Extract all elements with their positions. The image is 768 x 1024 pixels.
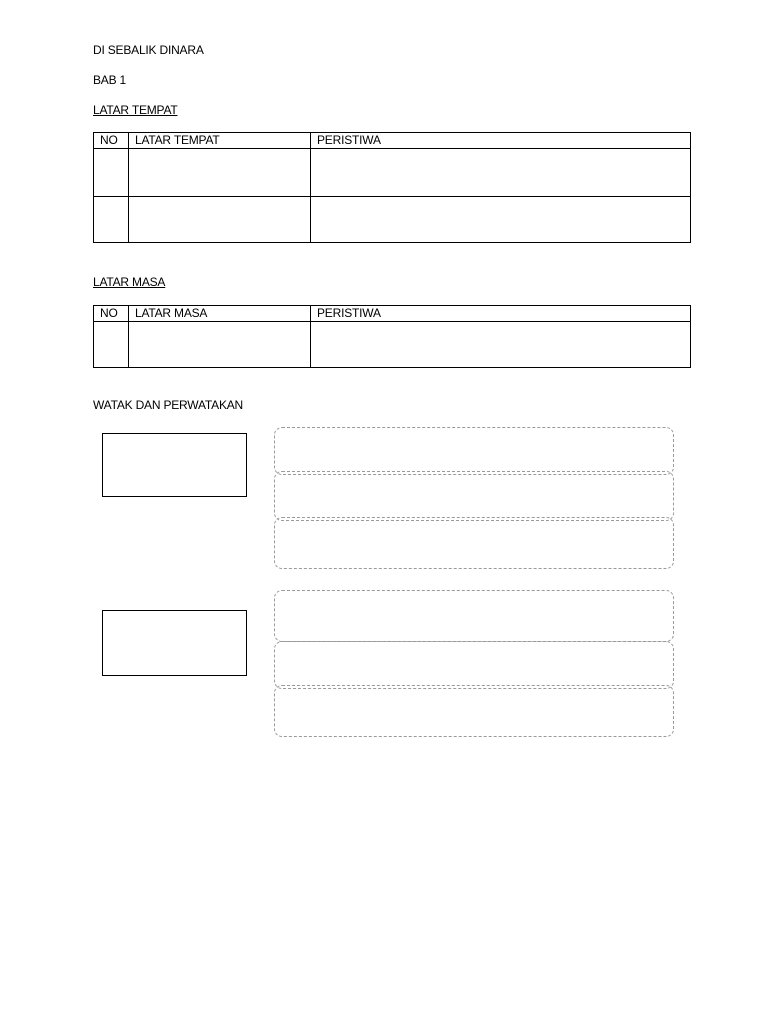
- column-header-latar-masa: LATAR MASA: [129, 306, 311, 322]
- watak-heading: WATAK DAN PERWATAKAN: [93, 398, 244, 412]
- column-header-no: NO: [94, 306, 129, 322]
- trait-box[interactable]: [274, 427, 674, 475]
- column-header-peristiwa: PERISTIWA: [311, 306, 691, 322]
- trait-box[interactable]: [274, 590, 674, 642]
- latar-tempat-table: [93, 132, 691, 243]
- trait-box[interactable]: [274, 641, 674, 689]
- latar-masa-table: [93, 305, 691, 368]
- table-row: [94, 197, 691, 243]
- trait-box[interactable]: [274, 471, 674, 521]
- table-header-row: [94, 133, 691, 149]
- cell-no[interactable]: [94, 197, 129, 243]
- document-title: DI SEBALIK DINARA: [93, 43, 204, 57]
- column-header-peristiwa: PERISTIWA: [311, 133, 691, 149]
- cell-latar-tempat[interactable]: [129, 149, 311, 197]
- cell-peristiwa[interactable]: [311, 197, 691, 243]
- trait-box[interactable]: [274, 685, 674, 737]
- latar-masa-heading: LATAR MASA: [93, 275, 166, 289]
- chapter-label: BAB 1: [93, 73, 127, 87]
- cell-latar-tempat[interactable]: [129, 197, 311, 243]
- table-header-row: [94, 306, 691, 322]
- latar-tempat-heading: LATAR TEMPAT: [93, 103, 178, 117]
- character-name-box[interactable]: [102, 610, 247, 676]
- cell-peristiwa[interactable]: [311, 149, 691, 197]
- column-header-no: NO: [94, 133, 129, 149]
- cell-no[interactable]: [94, 149, 129, 197]
- trait-box[interactable]: [274, 517, 674, 569]
- cell-no[interactable]: [94, 322, 129, 368]
- character-name-box[interactable]: [102, 433, 247, 497]
- column-header-latar-tempat: LATAR TEMPAT: [129, 133, 311, 149]
- cell-peristiwa[interactable]: [311, 322, 691, 368]
- cell-latar-masa[interactable]: [129, 322, 311, 368]
- table-row: [94, 149, 691, 197]
- table-row: [94, 322, 691, 368]
